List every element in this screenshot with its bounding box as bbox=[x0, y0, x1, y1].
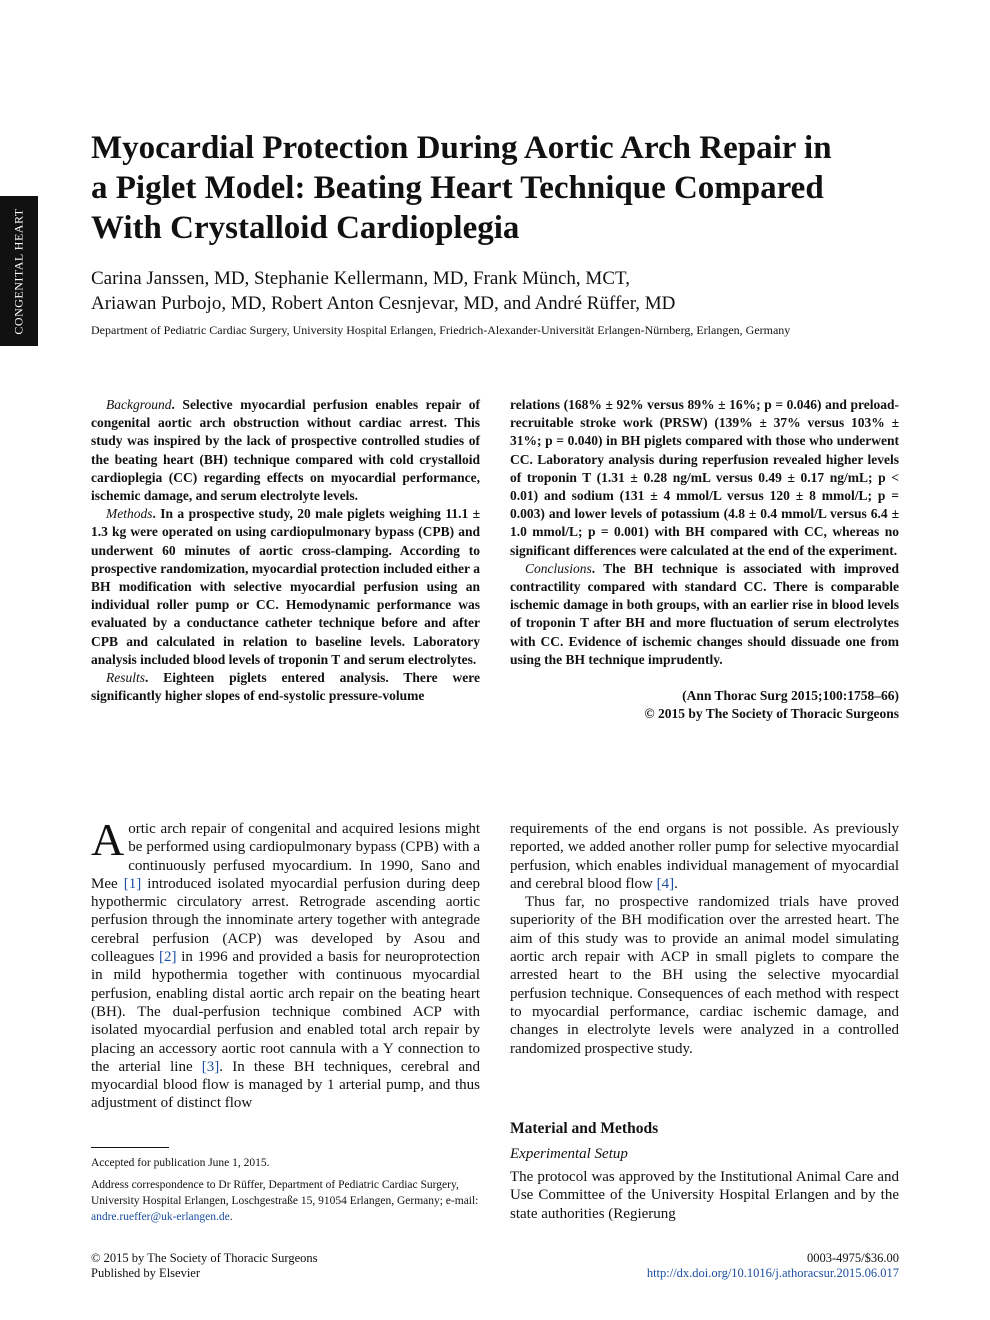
abstract-right-column bbox=[510, 396, 899, 723]
intro-paragraph bbox=[91, 814, 480, 1113]
section-side-tab bbox=[0, 196, 38, 346]
title-line: Myocardial Protection During Aortic Arch Repair in bbox=[91, 130, 832, 166]
body-right-column bbox=[510, 820, 899, 1058]
footnote-divider bbox=[91, 1147, 169, 1148]
reference-link-2[interactable]: [2] bbox=[159, 949, 177, 966]
reference-link-3[interactable]: [3] bbox=[201, 1058, 220, 1075]
affiliation: Department of Pediatric Cardiac Surgery, University Hospital Erlangen, Friedrich-Alexander-Universität Erlangen-Nürnberg, Erlangen, Germany bbox=[91, 323, 791, 337]
journal-citation: (Ann Thorac Surg 2015;100:1758–66) bbox=[682, 688, 899, 704]
footnotes bbox=[91, 1155, 480, 1231]
correspondence-note bbox=[91, 1177, 480, 1225]
body-paragraph bbox=[510, 820, 899, 893]
results-label: Results bbox=[106, 670, 145, 686]
author-list bbox=[91, 266, 911, 316]
footer-right bbox=[647, 1251, 899, 1281]
intro-text: in 1996 and provided a basis for neuroprotection in mild hypothermia together with continuous myocardial perfusion, enabling distal aortic arch repair on the beating heart (BH). The dual-perfusion technique combined ACP with isolated myocardial perfusion and enabled total arch repair by placing an accessory aortic root cannula with a Y connection to the arterial line bbox=[91, 949, 480, 1075]
body-right-column-continued bbox=[510, 1168, 899, 1223]
accepted-note: Accepted for publication June 1, 2015. bbox=[91, 1157, 270, 1169]
setup-paragraph: The protocol was approved by the Institutional Animal Care and Use Committee of the University Hospital Erlangen and by the state authorities (Regierung bbox=[510, 1169, 899, 1222]
footer-publisher: Published by Elsevier bbox=[91, 1266, 201, 1280]
results-text: . Eighteen piglets entered analysis. There were significantly higher slopes of end-systolic pressure-volume bbox=[91, 670, 480, 704]
title-line: a Piglet Model: Beating Heart Technique Compared bbox=[91, 170, 824, 206]
email-link[interactable]: andre.rueffer@uk-erlangen.de bbox=[91, 1211, 230, 1223]
footer-left bbox=[91, 1251, 317, 1281]
author-line: Ariawan Purbojo, MD, Robert Anton Cesnjevar, MD, and André Rüffer, MD bbox=[91, 293, 676, 314]
correspondence-end: . bbox=[229, 1211, 233, 1223]
intro-text: . In these BH techniques, cerebral and myocardial blood flow is managed by 1 arterial pump, and thus adjustment of distinct flow bbox=[91, 1058, 480, 1112]
body-paragraph: Thus far, no prospective randomized trials have proved superiority of the BH modification over the arrested heart. The aim of this study was to provide an animal model simulating aortic arch repair with ACP in small piglets to compare the arrested heart to the BH using the selective myocardial perfusion technique. Consequences of each method with respect to myocardial performance, cardiac ischemic damage, and changes in electrolyte levels were analyzed in a controlled randomized prospective study. bbox=[510, 894, 899, 1057]
side-tab-label: CONGENITAL HEART bbox=[11, 207, 26, 335]
section-heading: Material and Methods bbox=[510, 1120, 659, 1137]
intro-text: ortic arch repair of congenital and acquired lesions might be performed using cardiopulmonary bypass (CPB) with a continuously perfused myocardium. In 1990, Sano and Mee bbox=[91, 821, 480, 892]
body-text: requirements of the end organs is not possible. As previously reported, we added another roller pump for selective myocardial perfusion, which enables individual management of myocardial and cerebral blood flow bbox=[510, 821, 899, 892]
abstract-results bbox=[91, 669, 480, 705]
methods-label: Methods bbox=[106, 506, 153, 522]
abstract-conclusions bbox=[510, 560, 899, 669]
background-text: . Selective myocardial perfusion enables repair of congenital aortic arch obstruction without cardiac arrest. This study was inspired by the lack of prospective controlled studies of the beating heart (BH) technique compared with cold crystalloid cardioplegia (CC) regarding effects on myocardial performance, ischemic damage, and serum electrolyte levels. bbox=[91, 397, 480, 504]
correspondence-text: Address correspondence to Dr Rüffer, Department of Pediatric Cardiac Surgery, University Hospital Erlangen, Loschgestraße 15, 91054 Erlangen, Germany; e-mail: bbox=[91, 1179, 479, 1207]
conclusions-label: Conclusions bbox=[525, 560, 592, 576]
body-text: . bbox=[674, 875, 678, 892]
article-title bbox=[91, 128, 911, 248]
abstract-copyright: © 2015 by The Society of Thoracic Surgeons bbox=[644, 706, 899, 722]
reference-link-1[interactable]: [1] bbox=[123, 875, 142, 892]
background-label: Background bbox=[106, 397, 172, 412]
abstract-left-column bbox=[91, 396, 480, 705]
results-continued: relations (168% ± 92% versus 89% ± 16%; p = 0.046) and preload-recruitable stroke work (PRSW) (139% ± 37% versus 103% ± 31%; p = 0.040) in BH piglets compared with those who underwent CC. Laboratory analysis during reperfusion revealed higher levels of troponin T (1.31 ± 0.28 ng/mL versus 0.49 ± 0.17 ng/mL; p < 0.01) and sodium (131 ± 4 mmol/L versus 120 ± 8 mmol/L; p = 0.003) and lower levels of potassium (4.8 ± 0.4 mmol/L versus 6.4 ± 1.0 mmol/L; p = 0.001) with BH compared with CC, whereas no significant differences were calculated at the end of the experiment. bbox=[510, 397, 899, 558]
reference-link-4[interactable]: [4] bbox=[656, 875, 675, 892]
drop-cap: A bbox=[91, 814, 125, 865]
footer-issn-price: 0003-4975/$36.00 bbox=[806, 1251, 899, 1265]
body-left-column bbox=[91, 814, 480, 1113]
abstract-background bbox=[91, 396, 480, 505]
abstract-methods bbox=[91, 505, 480, 669]
doi-link[interactable]: http://dx.doi.org/10.1016/j.athoracsur.2015.06.017 bbox=[646, 1266, 899, 1280]
conclusions-text: . The BH technique is associated with improved contractility compared with standard CC. There is comparable ischemic damage in both groups, with an earlier rise in blood levels of troponin T after BH and more fluctuation of serum electrolytes with CC. Evidence of ischemic changes should dissuade one from using the BH technique imprudently. bbox=[510, 560, 899, 667]
methods-text: . In a prospective study, 20 male piglets weighing 11.1 ± 1.3 kg were operated on using cardiopulmonary bypass (CPB) and underwent 60 minutes of aortic cross-clamping. According to prospective randomization, myocardial protection included either a BH modification with selective myocardial perfusion using an individual roller pump or CC. Hemodynamic performance was evaluated by a conductance catheter technique before and after CPB and calculated in relation to baseline levels. Laboratory analysis included blood levels of troponin T and serum electrolytes. bbox=[91, 506, 480, 667]
subsection-heading: Experimental Setup bbox=[510, 1146, 628, 1162]
footer-copyright: © 2015 by The Society of Thoracic Surgeons bbox=[91, 1251, 318, 1265]
title-line: With Crystalloid Cardioplegia bbox=[91, 210, 520, 246]
intro-text: introduced isolated myocardial perfusion during deep hypothermic circulatory arrest. Retrograde ascending aortic perfusion through the innominate artery together with antegrade cerebral perfusion (ACP) was developed by Asou and colleagues bbox=[91, 875, 480, 966]
author-line: Carina Janssen, MD, Stephanie Kellermann, MD, Frank Münch, MCT, bbox=[91, 268, 630, 289]
